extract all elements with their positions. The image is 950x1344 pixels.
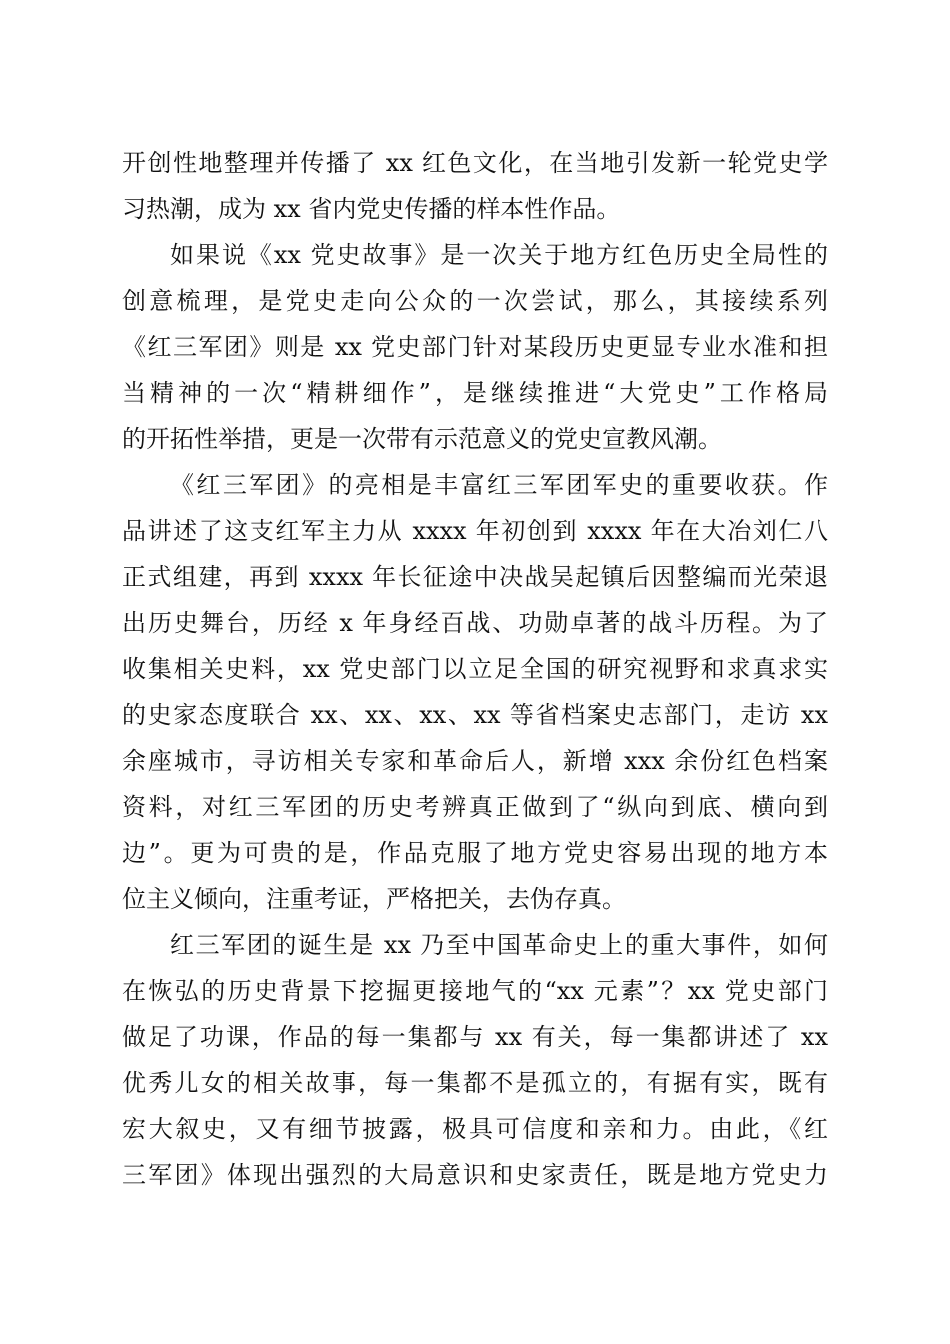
paragraph — [122, 462, 828, 922]
text-line: 创意梳理，是党史走向公众的一次尝试，那么，其接续系列 — [122, 287, 828, 315]
text-line: 《红三军团》则是 xx 党史部门针对某段历史更显专业水准和担 — [122, 333, 828, 361]
text-line: 优秀儿女的相关故事，每一集都不是孤立的，有据有实，既有 — [122, 1069, 828, 1097]
document-body — [122, 140, 828, 1198]
paragraph — [122, 232, 828, 462]
text-line: 边”。更为可贵的是，作品克服了地方党史容易出现的地方本 — [122, 839, 828, 867]
text-line: 习热潮，成为 xx 省内党史传播的样本性作品。 — [122, 195, 621, 223]
paragraph — [122, 922, 828, 1198]
text-line: 品讲述了这支红军主力从 xxxx 年初创到 xxxx 年在大冶刘仁八 — [122, 517, 828, 545]
text-line: 余座城市，寻访相关专家和革命后人，新增 xxx 余份红色档案 — [122, 747, 828, 775]
paragraph — [122, 140, 828, 232]
text-line: 位主义倾向，注重考证，严格把关，去伪存真。 — [122, 885, 626, 913]
text-line: 如果说《xx 党史故事》是一次关于地方红色历史全局性的 — [170, 241, 828, 269]
text-line: 宏大叙史，又有细节披露，极具可信度和亲和力。由此，《红 — [122, 1115, 828, 1143]
text-line: 收集相关史料，xx 党史部门以立足全国的研究视野和求真求实 — [122, 655, 828, 683]
text-line: 《红三军团》的亮相是丰富红三军团军史的重要收获。作 — [170, 471, 828, 499]
text-line: 的史家态度联合 xx、xx、xx、xx 等省档案史志部门，走访 xx — [122, 701, 828, 729]
text-line: 在恢弘的历史背景下挖掘更接地气的“xx 元素”？xx 党史部门 — [122, 977, 828, 1005]
text-line: 资料，对红三军团的历史考辨真正做到了“纵向到底、横向到 — [122, 793, 828, 821]
text-line: 当精神的一次“精耕细作”，是继续推进“大党史”工作格局 — [122, 379, 828, 407]
text-line: 开创性地整理并传播了 xx 红色文化，在当地引发新一轮党史学 — [122, 149, 828, 177]
text-line: 出历史舞台，历经 x 年身经百战、功勋卓著的战斗历程。为了 — [122, 609, 828, 637]
text-line: 三军团》体现出强烈的大局意识和史家责任，既是地方党史力 — [122, 1161, 828, 1189]
text-line: 的开拓性举措，更是一次带有示范意义的党史宣教风潮。 — [122, 425, 722, 453]
text-line: 做足了功课，作品的每一集都与 xx 有关，每一集都讲述了 xx — [122, 1023, 828, 1051]
text-line: 正式组建，再到 xxxx 年长征途中决战吴起镇后因整编而光荣退 — [122, 563, 828, 591]
text-line: 红三军团的诞生是 xx 乃至中国革命史上的重大事件，如何 — [170, 931, 828, 959]
